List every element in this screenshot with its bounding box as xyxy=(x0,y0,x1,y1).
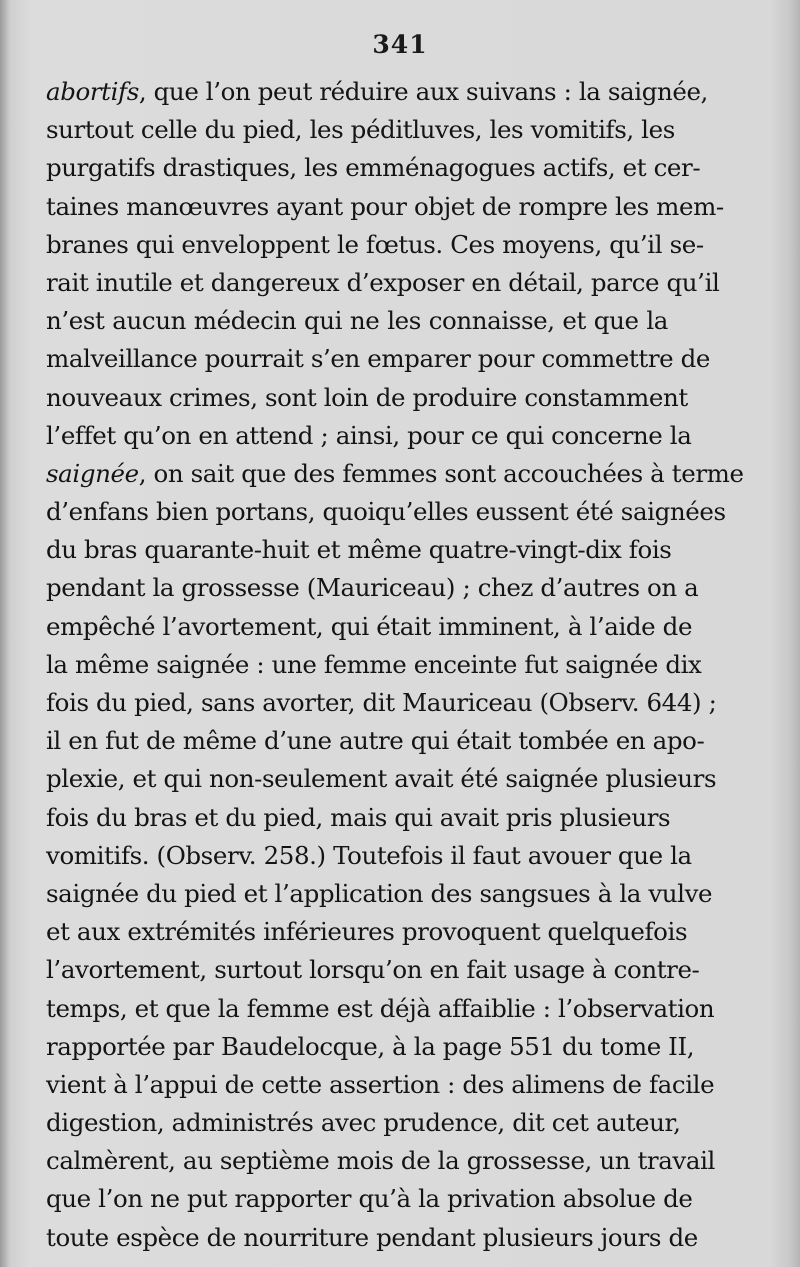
text-line xyxy=(46,1142,715,1180)
text-run: rapportée par Baudelocque, à la page 551 du tome II, xyxy=(46,1031,695,1061)
text-line xyxy=(46,226,704,264)
text-line xyxy=(46,455,744,493)
text-line xyxy=(46,799,671,837)
text-line xyxy=(46,569,699,607)
text-run: vomitifs. (Observ. 258.) Toutefois il faut avouer que la xyxy=(46,840,692,870)
text-run: que l’on ne put rapporter qu’à la privation absolue de xyxy=(46,1184,693,1214)
text-line xyxy=(46,722,705,760)
text-line xyxy=(46,1180,693,1218)
text-run: du bras quarante-huit et même quatre-vingt-dix fois xyxy=(46,535,672,565)
text-run: il en fut de même d’une autre qui était tombée en apo- xyxy=(46,726,705,756)
text-line xyxy=(46,1219,698,1257)
text-run: d’enfans bien portans, quoiqu’elles eussent été saignées xyxy=(46,497,726,527)
italic-term: saignée xyxy=(46,458,139,488)
text-run: l’avortement, surtout lorsqu’on en fait usage à contre- xyxy=(46,955,700,985)
text-line xyxy=(46,608,693,646)
text-line xyxy=(46,302,668,340)
text-run: digestion, administrés avec prudence, dit cet auteur, xyxy=(46,1108,681,1138)
text-run: saignée du pied et l’application des sangsues à la vulve xyxy=(46,878,713,908)
text-line xyxy=(46,990,715,1028)
text-run: la même saignée : une femme enceinte fut saignée dix xyxy=(46,649,702,679)
text-line xyxy=(46,875,713,913)
text-line xyxy=(46,264,720,302)
text-line xyxy=(46,684,717,722)
text-run: malveillance pourrait s’en emparer pour commettre de xyxy=(46,344,711,374)
text-run: rait inutile et dangereux d’exposer en détail, parce qu’il xyxy=(46,267,720,297)
text-line xyxy=(46,1028,695,1066)
text-line xyxy=(46,837,692,875)
text-run: fois du pied, sans avorter, dit Mauriceau (Observ. 644) ; xyxy=(46,688,717,717)
text-line xyxy=(46,913,688,951)
text-line xyxy=(46,951,700,989)
text-line xyxy=(46,149,701,187)
text-run: nouveaux crimes, sont loin de produire constamment xyxy=(46,382,688,412)
italic-term: abortifs xyxy=(46,77,139,106)
text-line xyxy=(46,379,688,417)
page-number: 341 xyxy=(372,30,428,59)
text-run: et aux extrémités inférieures provoquent quelquefois xyxy=(46,917,688,947)
text-run: branes qui enveloppent le fœtus. Ces moyens, qu’il se- xyxy=(46,229,704,259)
text-run: vient à l’appui de cette assertion : des alimens de facile xyxy=(46,1069,715,1099)
text-run: toute espèce de nourriture pendant plusieurs jours de xyxy=(46,1222,698,1252)
text-line xyxy=(46,111,675,149)
text-run: plexie, et qui non-seulement avait été saignée plusieurs xyxy=(46,764,717,794)
text-line xyxy=(46,1066,715,1104)
text-run: fois du bras et du pied, mais qui avait pris plusieurs xyxy=(46,802,671,832)
text-run: l’effet qu’on en attend ; ainsi, pour ce qui concerne la xyxy=(46,420,692,450)
text-run: , que l’on peut réduire aux suivans : la saignée, xyxy=(138,77,708,106)
text-run: surtout celle du pied, les péditluves, les vomitifs, les xyxy=(46,115,675,145)
text-line xyxy=(46,531,672,569)
text-run: pendant la grossesse (Mauriceau) ; chez d’autres on a xyxy=(46,573,699,603)
text-run: empêché l’avortement, qui était imminent, à l’aide de xyxy=(46,611,693,641)
text-run: purgatifs drastiques, les emménagogues actifs, et cer- xyxy=(46,153,701,183)
text-run: , on sait que des femmes sont accouchées à terme xyxy=(138,458,744,488)
text-line xyxy=(46,417,692,455)
text-run: taines manœuvres ayant pour objet de rompre les mem- xyxy=(46,191,724,221)
text-line xyxy=(46,73,708,111)
body-text xyxy=(46,73,744,1257)
text-line xyxy=(46,188,724,226)
text-run: temps, et que la femme est déjà affaiblie : l’observation xyxy=(46,993,715,1023)
text-run: n’est aucun médecin qui ne les connaisse, et que la xyxy=(46,306,668,336)
text-run: calmèrent, au septième mois de la grossesse, un travail xyxy=(46,1146,715,1176)
text-line xyxy=(46,760,717,798)
text-line xyxy=(46,340,711,378)
text-line xyxy=(46,1104,681,1142)
text-line xyxy=(46,493,726,531)
text-line xyxy=(46,646,702,684)
